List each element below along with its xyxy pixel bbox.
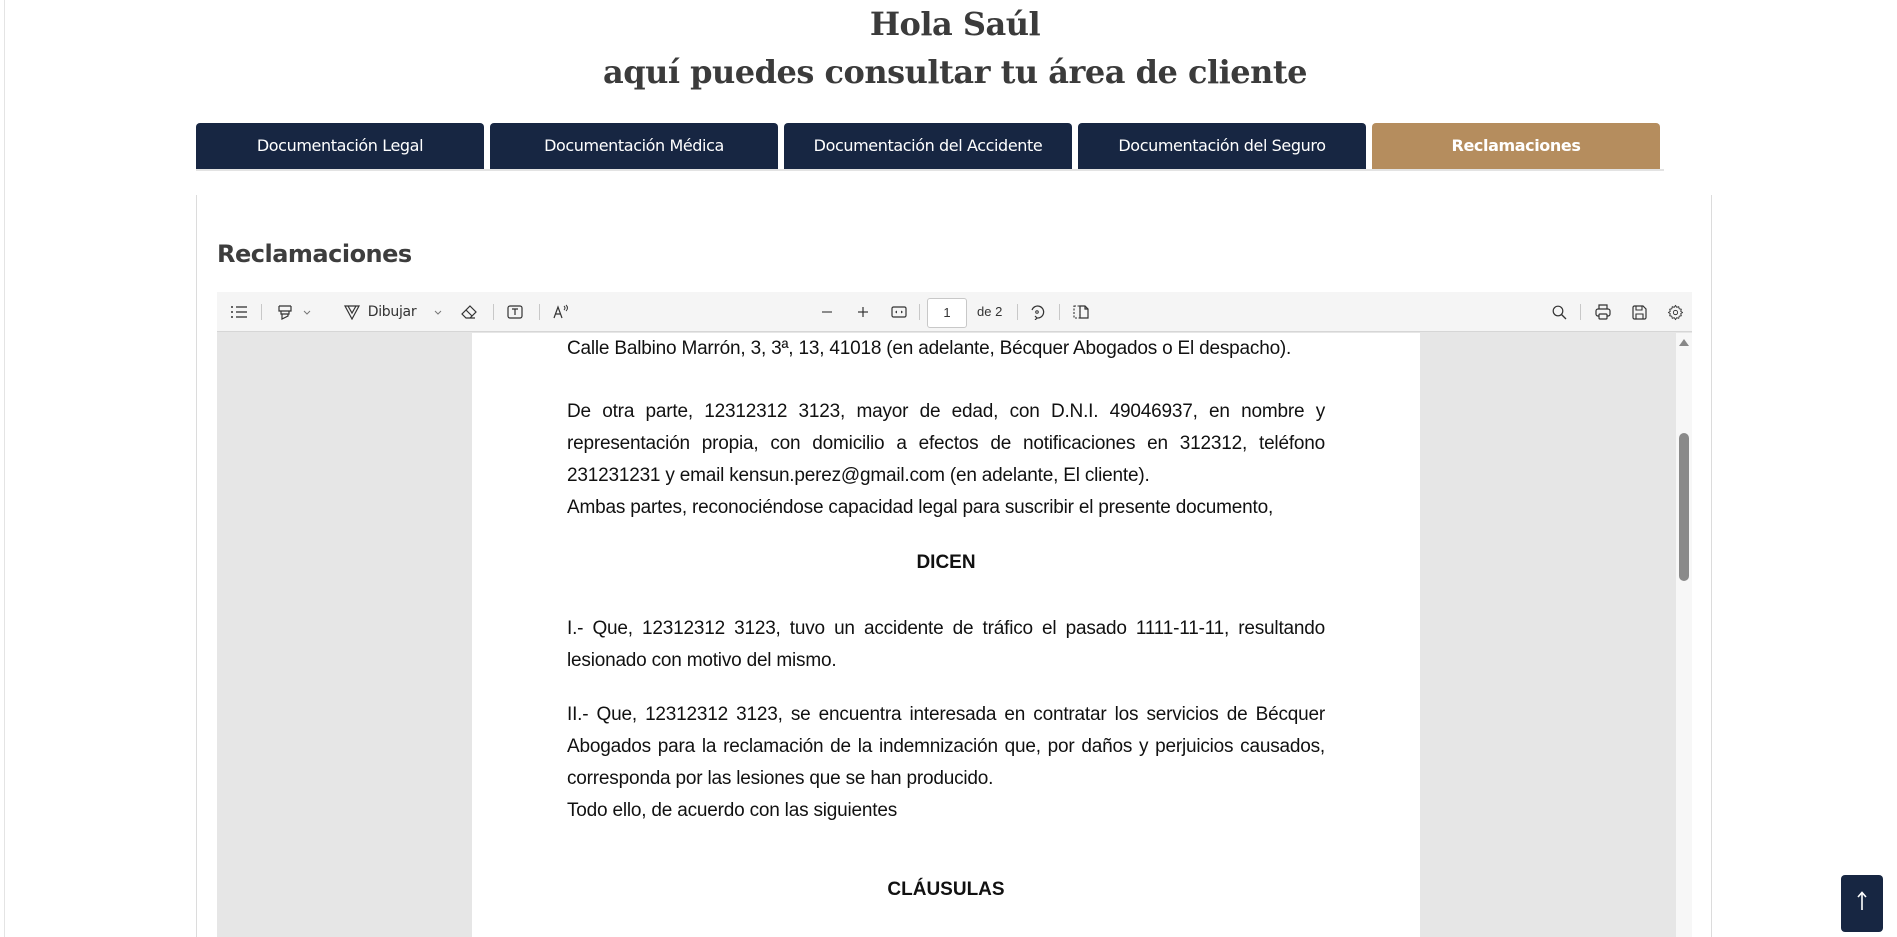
read-aloud-icon xyxy=(553,304,569,320)
doc-item-ii-line-1: II.- Que, 12312312 3123, se encuentra interesada en contratar los servicios de Bécquer xyxy=(567,704,1325,725)
settings-button[interactable] xyxy=(1663,292,1687,332)
rotate-button[interactable] xyxy=(1025,292,1049,332)
doc-item-i-line-2: lesionado con motivo del mismo. xyxy=(567,650,837,671)
greeting-title: Hola Saúl xyxy=(869,5,1041,43)
page-left-border xyxy=(4,0,5,937)
doc-heading-clausulas: CLÁUSULAS xyxy=(887,879,1005,900)
tab-documentacion-accidente[interactable]: Documentación del Accidente xyxy=(784,123,1072,169)
scroll-thumb[interactable] xyxy=(1679,433,1689,581)
doc-both-parties: Ambas partes, reconociéndose capacidad legal para suscribir el presente documento, xyxy=(567,497,1274,518)
rotate-icon xyxy=(1029,304,1045,320)
read-aloud-button[interactable] xyxy=(549,292,573,332)
erase-button[interactable] xyxy=(457,292,481,332)
toolbar-separator xyxy=(539,304,540,320)
scroll-up-arrow-icon[interactable] xyxy=(1679,339,1689,346)
toolbar-separator xyxy=(919,304,920,320)
doc-client-line-3: 231231231 y email kensun.perez@gmail.com (en adelante, El cliente). xyxy=(567,465,1150,486)
doc-item-i-line-1: I.- Que, 12312312 3123, tuvo un accidente de tráfico el pasado 1111-11-11, resultando xyxy=(567,618,1325,639)
draw-label: Dibujar xyxy=(367,304,417,320)
highlighter-icon xyxy=(277,304,293,320)
print-button[interactable] xyxy=(1591,292,1615,332)
page-view-button[interactable] xyxy=(1069,292,1093,332)
panel-title: Reclamaciones xyxy=(217,240,412,268)
doc-item-ii-line-2: Abogados para la reclamación de la indemnización que, por daños y perjuicios causados, xyxy=(567,736,1325,757)
page-total: de 2 xyxy=(977,304,1003,319)
highlight-button[interactable] xyxy=(271,292,317,332)
search-icon xyxy=(1552,305,1567,320)
back-to-top-button[interactable] xyxy=(1841,875,1883,932)
zoom-out-button[interactable] xyxy=(815,292,839,332)
fit-width-button[interactable] xyxy=(887,292,911,332)
table-of-contents-button[interactable] xyxy=(227,292,251,332)
doc-todo-ello: Todo ello, de acuerdo con las siguientes xyxy=(567,800,898,821)
pdf-scrollbar[interactable] xyxy=(1676,333,1692,937)
toolbar-separator xyxy=(493,304,494,320)
save-button[interactable] xyxy=(1627,292,1651,332)
tab-documentacion-medica[interactable]: Documentación Médica xyxy=(490,123,778,169)
document-tabs xyxy=(196,123,1664,171)
draw-button[interactable] xyxy=(339,292,447,332)
page-number-input[interactable]: 1 xyxy=(927,298,967,328)
search-button[interactable] xyxy=(1547,292,1571,332)
chevron-down-icon xyxy=(303,310,311,315)
eraser-icon xyxy=(461,304,477,320)
tab-documentacion-seguro[interactable]: Documentación del Seguro xyxy=(1078,123,1366,169)
text-box-icon xyxy=(507,304,523,320)
page-view-icon xyxy=(1073,305,1089,319)
tab-documentacion-legal[interactable]: Documentación Legal xyxy=(196,123,484,169)
gear-icon xyxy=(1667,304,1684,321)
doc-item-ii-line-3: corresponda por las lesiones que se han producido. xyxy=(567,768,994,789)
list-icon xyxy=(230,305,248,319)
doc-client-line-1: De otra parte, 12312312 3123, mayor de edad, con D.N.I. 49046937, en nombre y xyxy=(567,401,1325,422)
pdf-document-area[interactable] xyxy=(217,333,1692,937)
doc-address-line: Calle Balbino Marrón, 3, 3ª, 13, 41018 (en adelante, Bécquer Abogados o El despacho). xyxy=(567,338,1292,359)
toolbar-separator xyxy=(1017,304,1018,320)
pdf-toolbar xyxy=(217,292,1692,332)
toolbar-separator xyxy=(1580,304,1581,320)
doc-client-line-2: representación propia, con domicilio a efectos de notificaciones en 312312, teléfono xyxy=(567,433,1325,454)
toolbar-separator xyxy=(261,304,262,320)
minus-icon xyxy=(821,306,833,318)
tabs-underline xyxy=(196,169,1664,171)
save-icon xyxy=(1632,305,1647,320)
fit-width-icon xyxy=(891,306,907,318)
chevron-down-icon xyxy=(434,310,442,315)
zoom-in-button[interactable] xyxy=(851,292,875,332)
add-text-button[interactable] xyxy=(503,292,527,332)
plus-icon xyxy=(857,306,869,318)
pdf-viewer xyxy=(217,292,1692,937)
print-icon xyxy=(1595,304,1611,320)
doc-heading-dicen: DICEN xyxy=(916,552,976,573)
tab-reclamaciones[interactable]: Reclamaciones xyxy=(1372,123,1660,169)
greeting-subtitle: aquí puedes consultar tu área de cliente xyxy=(602,53,1308,91)
arrow-up-icon xyxy=(1857,891,1867,916)
pdf-page xyxy=(472,333,1420,937)
pen-icon xyxy=(344,304,360,320)
toolbar-separator xyxy=(1059,304,1060,320)
reclamaciones-panel xyxy=(196,195,1712,937)
